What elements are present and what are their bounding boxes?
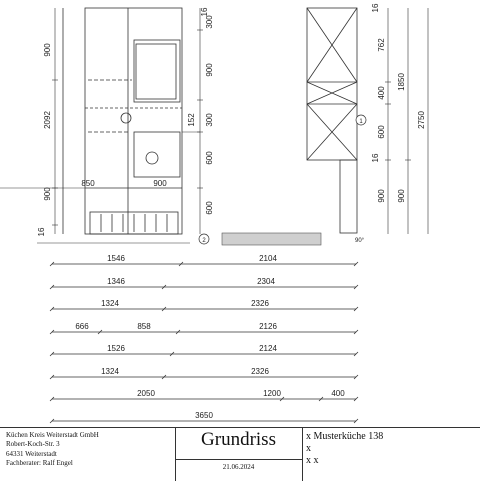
mid-dim-5: 600 [205, 151, 214, 165]
dimension-label: 666 [75, 322, 89, 331]
project-line-2: x [306, 443, 311, 454]
mid-dim-2: 300 [205, 15, 214, 29]
dimension-label: 2304 [257, 277, 275, 286]
company-name: Küchen Kreis Weiterstadt GmbH [6, 431, 99, 439]
project-info [306, 431, 383, 467]
tall-unit-outline [307, 8, 357, 160]
left-dim-4: 16 [37, 227, 46, 237]
right-dim-2: 762 [377, 38, 386, 52]
oven-unit [134, 40, 180, 102]
dimension-label: 1324 [101, 299, 119, 308]
right-outer-dim-2: 900 [397, 189, 406, 203]
title-divider-right [302, 428, 303, 481]
company-street: Robert-Koch-Str. 3 [6, 440, 60, 449]
left-dim-1: 900 [43, 43, 52, 57]
dimension-label: 2050 [137, 389, 155, 398]
project-line-3: x x [306, 455, 319, 466]
left-dim-2: 2092 [43, 111, 52, 129]
dimension-label: 2104 [259, 254, 277, 263]
dimension-label: 2124 [259, 344, 277, 353]
title-block [0, 427, 480, 481]
dimension-label: 1526 [107, 344, 125, 353]
tap-fixture [121, 113, 131, 123]
left-dim-column [0, 8, 190, 243]
base-unit-side [340, 160, 357, 233]
dimension-rows [50, 254, 358, 423]
left-span-label-1: 850 [81, 179, 95, 188]
company-advisor: Fachberater: Ralf Engel [6, 458, 73, 467]
company-city: 64331 Weiterstadt [6, 449, 57, 458]
left-elevation [63, 8, 182, 234]
marker-label-2: 2 [202, 238, 206, 244]
right-dim-4: 600 [377, 125, 386, 139]
mid-dim-3: 900 [205, 63, 214, 77]
dimension-label: 858 [137, 322, 151, 331]
angle-label: 90° [355, 238, 365, 244]
mid-dim-4: 300 [205, 113, 214, 127]
dimension-label: 1200 [263, 389, 281, 398]
title-center [175, 428, 302, 481]
left-dim-3: 900 [43, 187, 52, 201]
marker-label-1: 1 [359, 119, 363, 125]
drawing-date: 21.06.2024 [175, 459, 302, 471]
mid-dim-1: 16 [200, 7, 209, 17]
dimension-label: 1546 [107, 254, 125, 263]
dimension-label: 3650 [195, 411, 213, 420]
project-name: x Musterküche 138 [306, 431, 384, 442]
right-outer-dim-1: 1850 [397, 73, 406, 91]
right-total-dim: 2750 [417, 111, 426, 129]
plinth-strip [222, 233, 321, 245]
mid-dim-6: 600 [205, 201, 214, 215]
right-elevation [307, 8, 357, 233]
dimension-label: 2126 [259, 322, 277, 331]
left-span-label-2: 900 [153, 179, 167, 188]
dimension-label: 1324 [101, 367, 119, 376]
company-info [6, 431, 99, 468]
dimension-label: 1346 [107, 277, 125, 286]
right-dim-5: 16 [371, 153, 380, 163]
right-dim-6: 900 [377, 189, 386, 203]
microwave-knob [146, 152, 158, 164]
mid-small-dim: 152 [187, 113, 196, 127]
dimension-label: 2326 [251, 299, 269, 308]
drawing-title: Grundriss [201, 429, 276, 450]
cabinet-tall-outline [85, 8, 182, 234]
right-dim-1: 16 [371, 3, 380, 13]
oven-door [136, 44, 176, 99]
right-dim-3: 400 [377, 86, 386, 100]
dimension-label: 400 [331, 389, 345, 398]
dimension-label: 2326 [251, 367, 269, 376]
